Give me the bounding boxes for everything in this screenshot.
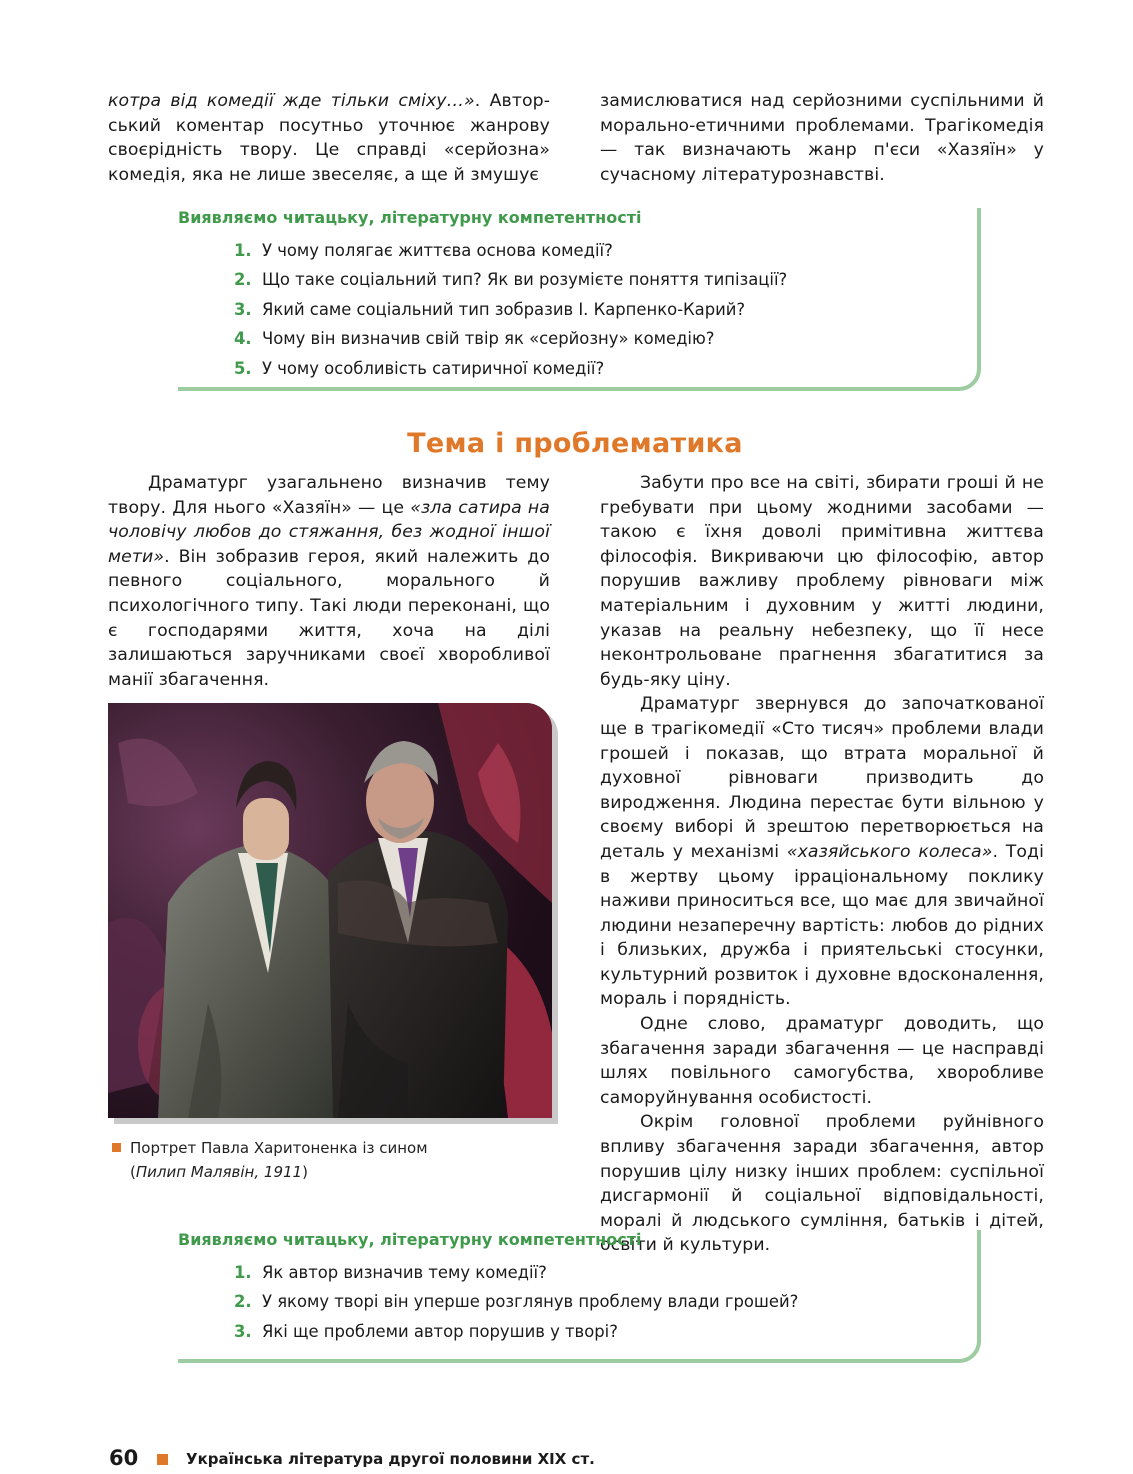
questions-title: Виявляємо читацьку, літературну компетентності bbox=[178, 208, 642, 227]
body-paragraph: Драматург узагальнено визначив тему твору. Для нього «Хазяїн» — це «зла сатира на чоловічу любов до стяжання, без жодної іншої мети». Він зобразив героя, який належить до певного соціального, морального й психологічного типу. Такі люди переконані, що є господарями життя, хоча на ділі залишаються заручниками своєї хворобливої манії збагачення. bbox=[108, 473, 550, 690]
question-item: 3. Які ще проблеми автор порушив у творі? bbox=[234, 1321, 618, 1341]
question-item: 2. Що таке соціальний тип? Як ви розумієте поняття типізації? bbox=[234, 270, 788, 290]
main-text-column bbox=[600, 471, 1044, 1258]
body-paragraph: Драматург звернувся до започаткованої ще в трагікомедії «Сто тисяч» проблеми влади грошей і показав, що втрата моральної й духовної рівноваги призводить до виродження. Людина перестає бути вільною у своєму виборі й зрештою перетворюється на деталь у механізмі «хазяйського колеса». Тоді в жертву цьому ірраціональному поклику наживи приноситься все, що має для звичайної людини незаперечну вартість: любов до рідних і близьких, дружба і приятельські стосунки, культурний розвиток і духовне вдосконалення, мораль і порядність. bbox=[600, 694, 1044, 1010]
section-title: Тема і проблематика bbox=[407, 428, 743, 459]
caption-bullet bbox=[112, 1143, 121, 1152]
question-item: 1. Як автор визначив тему комедії? bbox=[234, 1263, 547, 1282]
question-item: 2. У якому творі він уперше розглянув проблему влади грошей? bbox=[234, 1292, 799, 1312]
questions-box-2 bbox=[178, 1230, 981, 1363]
top-right-paragraph: замислюватися над серйозними суспільними й морально-етичними проблемами. Трагікомедія — так визначають жанр п'єси «Хазяїн» у сучасному літературознавстві. bbox=[600, 91, 1044, 185]
question-item: 4. Чому він визначив свій твір як «серйозну» комедію? bbox=[234, 329, 715, 349]
questions-list bbox=[234, 236, 787, 383]
body-paragraph: Одне слово, драматург доводить, що збагачення заради збагачення — це насправді шлях повільного самогубства, хворобливе саморуйнування особистості. bbox=[600, 1014, 1044, 1108]
body-paragraph: Окрім головної проблеми руйнівного впливу збагачення заради збагачення, автор порушив цілу низку інших проблем: суспільної дисгармонії й соціальної відповідальності, моралі й людського сумління, батьків і дітей, освіти й культури. bbox=[600, 1112, 1044, 1256]
question-item: 5. У чому особливість сатиричної комедії? bbox=[234, 358, 605, 378]
question-item: 1. У чому полягає життєва основа комедії? bbox=[234, 241, 613, 260]
questions-title: Виявляємо читацьку, літературну компетентності bbox=[178, 1230, 642, 1249]
body-paragraph: котра від комедії жде тільки сміху…». Авторський коментар посутньо уточнює жанрову своєрідність твору. Це справді «серйозна» комедія, яка не лише звеселяє, а ще й змушує bbox=[108, 91, 550, 185]
questions-list bbox=[234, 1258, 798, 1346]
top-left-paragraph bbox=[108, 89, 550, 187]
question-item: 3. Який саме соціальний тип зобразив І. Карпенко-Карий? bbox=[234, 299, 746, 319]
portrait-painting bbox=[108, 703, 552, 1118]
footer-title: Українська література другої половини XIX ст. bbox=[186, 1450, 595, 1468]
intro-paragraph bbox=[108, 471, 550, 692]
body-paragraph: Забути про все на світі, збирати гроші й не гребувати при цьому жодними засобами — такою є їхня доволі примітивна життєва філософія. Викриваючи цю філософію, автор порушив важливу проблему рівноваги між матеріальним і духовним у житті людини, указав на реальну небезпеку, що її несе неконтрольоване прагнення збагатитися за будь-яку ціну. bbox=[600, 473, 1044, 690]
questions-box-1 bbox=[178, 208, 981, 391]
painting-caption: Портрет Павла Харитоненка із сином (Пилип Малявін, 1911) bbox=[112, 1136, 428, 1184]
page-number: 60 bbox=[109, 1446, 139, 1470]
footer-bullet bbox=[157, 1454, 168, 1465]
